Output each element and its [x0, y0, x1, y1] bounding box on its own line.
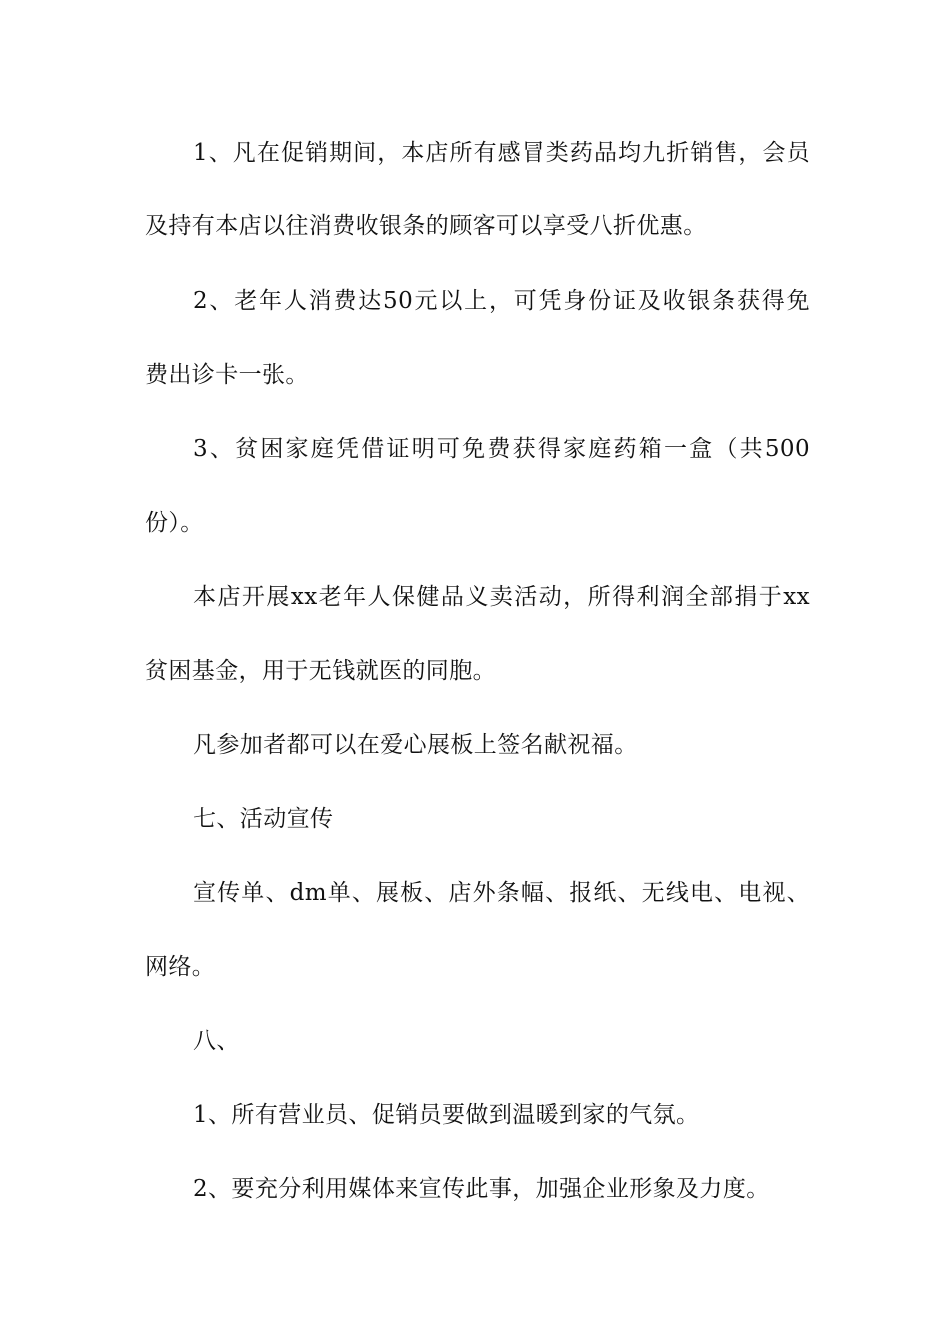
paragraph-line: 费出诊卡一张。 — [145, 362, 309, 388]
paragraph-line: 份）。 — [145, 510, 204, 536]
paragraph-line: 网络。 — [145, 954, 216, 980]
section-heading: 八、 — [193, 1028, 240, 1054]
paragraph-line: 2、老年人消费达50元以上，可凭身份证及收银条获得免 — [193, 288, 810, 314]
paragraph-line: 宣传单、dm单、展板、店外条幅、报纸、无线电、电视、 — [193, 880, 810, 906]
paragraph-line: 1、凡在促销期间，本店所有感冒类药品均九折销售，会员 — [193, 140, 810, 166]
paragraph-line: 本店开展xx老年人保健品义卖活动，所得利润全部捐于xx — [193, 584, 810, 610]
paragraph-line: 2、要充分利用媒体来宣传此事，加强企业形象及力度。 — [193, 1176, 770, 1202]
paragraph-line: 贫困基金，用于无钱就医的同胞。 — [145, 658, 496, 684]
paragraph-line: 3、贫困家庭凭借证明可免费获得家庭药箱一盒（共500 — [193, 436, 810, 462]
paragraph-line: 1、所有营业员、促销员要做到温暖到家的气氛。 — [193, 1102, 700, 1128]
paragraph-line: 及持有本店以往消费收银条的顾客可以享受八折优惠。 — [145, 213, 707, 239]
paragraph-line: 凡参加者都可以在爱心展板上签名献祝福。 — [193, 732, 638, 758]
section-heading: 七、活动宣传 — [193, 806, 334, 832]
